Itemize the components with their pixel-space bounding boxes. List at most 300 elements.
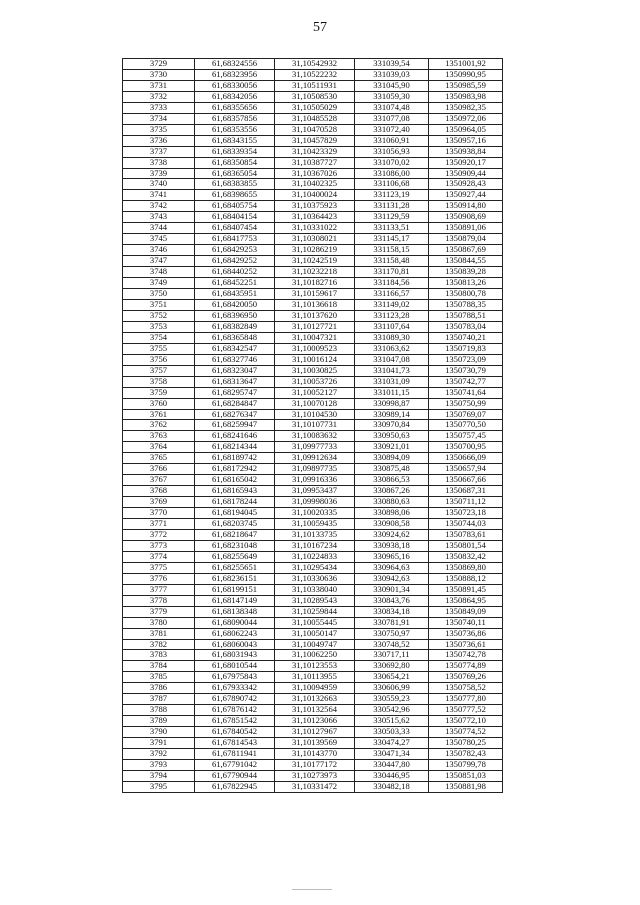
y-coordinate-cell: 1350783,04 xyxy=(429,321,503,332)
longitude-cell: 31,10107731 xyxy=(275,420,355,431)
table-row xyxy=(123,529,503,540)
table-row xyxy=(123,278,503,289)
x-coordinate-cell: 331129,59 xyxy=(355,212,429,223)
y-coordinate-cell: 1350777,80 xyxy=(429,694,503,705)
latitude-cell: 61,68241646 xyxy=(195,431,275,442)
table-row xyxy=(123,639,503,650)
table-row xyxy=(123,146,503,157)
y-coordinate-cell: 1350769,26 xyxy=(429,672,503,683)
y-coordinate-cell: 1350867,69 xyxy=(429,245,503,256)
x-coordinate-cell: 330471,34 xyxy=(355,749,429,760)
x-coordinate-cell: 330692,80 xyxy=(355,661,429,672)
table-row xyxy=(123,223,503,234)
table-row xyxy=(123,321,503,332)
x-coordinate-cell: 330965,16 xyxy=(355,551,429,562)
latitude-cell: 61,68429253 xyxy=(195,245,275,256)
latitude-cell: 61,68199151 xyxy=(195,584,275,595)
x-coordinate-cell: 331106,68 xyxy=(355,179,429,190)
longitude-cell: 31,10062250 xyxy=(275,650,355,661)
table-row xyxy=(123,376,503,387)
y-coordinate-cell: 1350723,09 xyxy=(429,354,503,365)
y-coordinate-cell: 1350938,84 xyxy=(429,146,503,157)
y-coordinate-cell: 1350744,03 xyxy=(429,519,503,530)
latitude-cell: 61,67811941 xyxy=(195,749,275,760)
table-row xyxy=(123,628,503,639)
latitude-cell: 61,68417753 xyxy=(195,234,275,245)
point-number-cell: 3777 xyxy=(123,584,195,595)
y-coordinate-cell: 1350774,89 xyxy=(429,661,503,672)
x-coordinate-cell: 330998,87 xyxy=(355,398,429,409)
point-number-cell: 3748 xyxy=(123,267,195,278)
latitude-cell: 61,68429252 xyxy=(195,256,275,267)
point-number-cell: 3745 xyxy=(123,234,195,245)
latitude-cell: 61,68031943 xyxy=(195,650,275,661)
point-number-cell: 3744 xyxy=(123,223,195,234)
point-number-cell: 3762 xyxy=(123,420,195,431)
latitude-cell: 61,68323047 xyxy=(195,365,275,376)
y-coordinate-cell: 1350851,03 xyxy=(429,770,503,781)
coordinates-table-container xyxy=(122,58,502,793)
table-row xyxy=(123,540,503,551)
latitude-cell: 61,68365848 xyxy=(195,332,275,343)
longitude-cell: 31,09998036 xyxy=(275,497,355,508)
x-coordinate-cell: 331070,02 xyxy=(355,157,429,168)
table-row xyxy=(123,234,503,245)
x-coordinate-cell: 330867,26 xyxy=(355,486,429,497)
x-coordinate-cell: 330908,58 xyxy=(355,519,429,530)
longitude-cell: 31,10457829 xyxy=(275,135,355,146)
y-coordinate-cell: 1350719,83 xyxy=(429,343,503,354)
y-coordinate-cell: 1350730,79 xyxy=(429,365,503,376)
y-coordinate-cell: 1350982,35 xyxy=(429,102,503,113)
point-number-cell: 3732 xyxy=(123,91,195,102)
longitude-cell: 31,10070128 xyxy=(275,398,355,409)
x-coordinate-cell: 330717,11 xyxy=(355,650,429,661)
y-coordinate-cell: 1350909,44 xyxy=(429,168,503,179)
x-coordinate-cell: 330942,63 xyxy=(355,573,429,584)
point-number-cell: 3772 xyxy=(123,529,195,540)
x-coordinate-cell: 330970,84 xyxy=(355,420,429,431)
point-number-cell: 3791 xyxy=(123,738,195,749)
table-row xyxy=(123,749,503,760)
latitude-cell: 61,67814543 xyxy=(195,738,275,749)
x-coordinate-cell: 331072,40 xyxy=(355,124,429,135)
longitude-cell: 31,10289543 xyxy=(275,595,355,606)
point-number-cell: 3750 xyxy=(123,289,195,300)
y-coordinate-cell: 1350964,05 xyxy=(429,124,503,135)
latitude-cell: 61,68342056 xyxy=(195,91,275,102)
longitude-cell: 31,10224833 xyxy=(275,551,355,562)
latitude-cell: 61,68276347 xyxy=(195,409,275,420)
longitude-cell: 31,10177172 xyxy=(275,760,355,771)
table-row xyxy=(123,595,503,606)
longitude-cell: 31,10132663 xyxy=(275,694,355,705)
point-number-cell: 3765 xyxy=(123,453,195,464)
y-coordinate-cell: 1350881,98 xyxy=(429,781,503,792)
longitude-cell: 31,09953437 xyxy=(275,486,355,497)
longitude-cell: 31,10232218 xyxy=(275,267,355,278)
table-row xyxy=(123,606,503,617)
latitude-cell: 61,67890742 xyxy=(195,694,275,705)
point-number-cell: 3739 xyxy=(123,168,195,179)
x-coordinate-cell: 331149,02 xyxy=(355,299,429,310)
latitude-cell: 61,68396950 xyxy=(195,310,275,321)
x-coordinate-cell: 331123,28 xyxy=(355,310,429,321)
y-coordinate-cell: 1350891,06 xyxy=(429,223,503,234)
x-coordinate-cell: 331184,56 xyxy=(355,278,429,289)
latitude-cell: 61,68342547 xyxy=(195,343,275,354)
x-coordinate-cell: 331041,73 xyxy=(355,365,429,376)
y-coordinate-cell: 1350666,09 xyxy=(429,453,503,464)
longitude-cell: 31,10094959 xyxy=(275,683,355,694)
point-number-cell: 3733 xyxy=(123,102,195,113)
y-coordinate-cell: 1350700,95 xyxy=(429,442,503,453)
y-coordinate-cell: 1350920,17 xyxy=(429,157,503,168)
table-row xyxy=(123,716,503,727)
longitude-cell: 31,10055445 xyxy=(275,617,355,628)
point-number-cell: 3781 xyxy=(123,628,195,639)
x-coordinate-cell: 330843,76 xyxy=(355,595,429,606)
longitude-cell: 31,10053726 xyxy=(275,376,355,387)
x-coordinate-cell: 331031,09 xyxy=(355,376,429,387)
x-coordinate-cell: 331170,81 xyxy=(355,267,429,278)
latitude-cell: 61,68324556 xyxy=(195,59,275,70)
x-coordinate-cell: 331045,90 xyxy=(355,80,429,91)
footer-divider xyxy=(292,889,332,890)
longitude-cell: 31,10113955 xyxy=(275,672,355,683)
latitude-cell: 61,68189742 xyxy=(195,453,275,464)
y-coordinate-cell: 1350888,12 xyxy=(429,573,503,584)
point-number-cell: 3795 xyxy=(123,781,195,792)
latitude-cell: 61,68343155 xyxy=(195,135,275,146)
x-coordinate-cell: 330781,91 xyxy=(355,617,429,628)
latitude-cell: 61,68165042 xyxy=(195,475,275,486)
point-number-cell: 3768 xyxy=(123,486,195,497)
latitude-cell: 61,68165943 xyxy=(195,486,275,497)
y-coordinate-cell: 1350864,95 xyxy=(429,595,503,606)
y-coordinate-cell: 1350801,54 xyxy=(429,540,503,551)
table-row xyxy=(123,168,503,179)
longitude-cell: 31,10364423 xyxy=(275,212,355,223)
latitude-cell: 61,68255651 xyxy=(195,562,275,573)
point-number-cell: 3766 xyxy=(123,464,195,475)
x-coordinate-cell: 331039,54 xyxy=(355,59,429,70)
y-coordinate-cell: 1350839,28 xyxy=(429,267,503,278)
point-number-cell: 3763 xyxy=(123,431,195,442)
longitude-cell: 31,10159617 xyxy=(275,289,355,300)
x-coordinate-cell: 331166,57 xyxy=(355,289,429,300)
table-row xyxy=(123,672,503,683)
point-number-cell: 3787 xyxy=(123,694,195,705)
x-coordinate-cell: 331089,30 xyxy=(355,332,429,343)
latitude-cell: 61,68357856 xyxy=(195,113,275,124)
y-coordinate-cell: 1350757,45 xyxy=(429,431,503,442)
y-coordinate-cell: 1350723,18 xyxy=(429,508,503,519)
table-row xyxy=(123,59,503,70)
x-coordinate-cell: 331133,51 xyxy=(355,223,429,234)
y-coordinate-cell: 1350813,26 xyxy=(429,278,503,289)
y-coordinate-cell: 1351001,92 xyxy=(429,59,503,70)
table-row xyxy=(123,102,503,113)
latitude-cell: 61,68214344 xyxy=(195,442,275,453)
longitude-cell: 31,10375923 xyxy=(275,201,355,212)
table-row xyxy=(123,354,503,365)
longitude-cell: 31,10059435 xyxy=(275,519,355,530)
y-coordinate-cell: 1350758,52 xyxy=(429,683,503,694)
latitude-cell: 61,68255649 xyxy=(195,551,275,562)
table-row xyxy=(123,365,503,376)
y-coordinate-cell: 1350770,50 xyxy=(429,420,503,431)
y-coordinate-cell: 1350869,80 xyxy=(429,562,503,573)
x-coordinate-cell: 330654,21 xyxy=(355,672,429,683)
point-number-cell: 3757 xyxy=(123,365,195,376)
longitude-cell: 31,10049747 xyxy=(275,639,355,650)
y-coordinate-cell: 1350740,21 xyxy=(429,332,503,343)
x-coordinate-cell: 330901,34 xyxy=(355,584,429,595)
point-number-cell: 3775 xyxy=(123,562,195,573)
latitude-cell: 61,67975843 xyxy=(195,672,275,683)
point-number-cell: 3749 xyxy=(123,278,195,289)
latitude-cell: 61,68440252 xyxy=(195,267,275,278)
longitude-cell: 31,10367026 xyxy=(275,168,355,179)
longitude-cell: 31,10402325 xyxy=(275,179,355,190)
table-row xyxy=(123,157,503,168)
y-coordinate-cell: 1350772,10 xyxy=(429,716,503,727)
latitude-cell: 61,68350854 xyxy=(195,157,275,168)
y-coordinate-cell: 1350742,77 xyxy=(429,376,503,387)
x-coordinate-cell: 331077,08 xyxy=(355,113,429,124)
x-coordinate-cell: 330894,09 xyxy=(355,453,429,464)
point-number-cell: 3794 xyxy=(123,770,195,781)
latitude-cell: 61,68172942 xyxy=(195,464,275,475)
table-row xyxy=(123,299,503,310)
x-coordinate-cell: 331158,15 xyxy=(355,245,429,256)
latitude-cell: 61,68404154 xyxy=(195,212,275,223)
longitude-cell: 31,10508530 xyxy=(275,91,355,102)
x-coordinate-cell: 331059,30 xyxy=(355,91,429,102)
y-coordinate-cell: 1350711,12 xyxy=(429,497,503,508)
x-coordinate-cell: 330750,97 xyxy=(355,628,429,639)
table-row xyxy=(123,256,503,267)
latitude-cell: 61,67840542 xyxy=(195,727,275,738)
table-row xyxy=(123,738,503,749)
table-row xyxy=(123,770,503,781)
y-coordinate-cell: 1350928,43 xyxy=(429,179,503,190)
table-row xyxy=(123,91,503,102)
latitude-cell: 61,68236151 xyxy=(195,573,275,584)
table-row xyxy=(123,343,503,354)
x-coordinate-cell: 330924,62 xyxy=(355,529,429,540)
longitude-cell: 31,09912634 xyxy=(275,453,355,464)
table-row xyxy=(123,245,503,256)
longitude-cell: 31,10132564 xyxy=(275,705,355,716)
point-number-cell: 3783 xyxy=(123,650,195,661)
point-number-cell: 3776 xyxy=(123,573,195,584)
x-coordinate-cell: 331047,08 xyxy=(355,354,429,365)
x-coordinate-cell: 330950,63 xyxy=(355,431,429,442)
point-number-cell: 3754 xyxy=(123,332,195,343)
longitude-cell: 31,10505029 xyxy=(275,102,355,113)
latitude-cell: 61,68365054 xyxy=(195,168,275,179)
y-coordinate-cell: 1350750,99 xyxy=(429,398,503,409)
table-body xyxy=(123,59,503,793)
point-number-cell: 3774 xyxy=(123,551,195,562)
y-coordinate-cell: 1350687,31 xyxy=(429,486,503,497)
longitude-cell: 31,10016124 xyxy=(275,354,355,365)
y-coordinate-cell: 1350740,11 xyxy=(429,617,503,628)
point-number-cell: 3769 xyxy=(123,497,195,508)
longitude-cell: 31,10273973 xyxy=(275,770,355,781)
table-row xyxy=(123,190,503,201)
latitude-cell: 61,67822945 xyxy=(195,781,275,792)
table-row xyxy=(123,705,503,716)
x-coordinate-cell: 330559,23 xyxy=(355,694,429,705)
x-coordinate-cell: 331063,62 xyxy=(355,343,429,354)
longitude-cell: 31,10331472 xyxy=(275,781,355,792)
x-coordinate-cell: 331039,03 xyxy=(355,69,429,80)
table-row xyxy=(123,584,503,595)
x-coordinate-cell: 330921,01 xyxy=(355,442,429,453)
point-number-cell: 3789 xyxy=(123,716,195,727)
longitude-cell: 31,10338040 xyxy=(275,584,355,595)
point-number-cell: 3738 xyxy=(123,157,195,168)
point-number-cell: 3785 xyxy=(123,672,195,683)
point-number-cell: 3740 xyxy=(123,179,195,190)
point-number-cell: 3730 xyxy=(123,69,195,80)
longitude-cell: 31,10400024 xyxy=(275,190,355,201)
table-row xyxy=(123,508,503,519)
point-number-cell: 3773 xyxy=(123,540,195,551)
x-coordinate-cell: 331123,19 xyxy=(355,190,429,201)
point-number-cell: 3741 xyxy=(123,190,195,201)
x-coordinate-cell: 331060,91 xyxy=(355,135,429,146)
x-coordinate-cell: 331107,64 xyxy=(355,321,429,332)
y-coordinate-cell: 1350832,42 xyxy=(429,551,503,562)
latitude-cell: 61,68382849 xyxy=(195,321,275,332)
table-row xyxy=(123,289,503,300)
x-coordinate-cell: 331011,15 xyxy=(355,387,429,398)
table-row xyxy=(123,519,503,530)
longitude-cell: 31,10470528 xyxy=(275,124,355,135)
point-number-cell: 3761 xyxy=(123,409,195,420)
table-row xyxy=(123,409,503,420)
longitude-cell: 31,10167234 xyxy=(275,540,355,551)
longitude-cell: 31,10137620 xyxy=(275,310,355,321)
x-coordinate-cell: 330875,48 xyxy=(355,464,429,475)
point-number-cell: 3746 xyxy=(123,245,195,256)
y-coordinate-cell: 1350742,78 xyxy=(429,650,503,661)
point-number-cell: 3792 xyxy=(123,749,195,760)
x-coordinate-cell: 330606,99 xyxy=(355,683,429,694)
x-coordinate-cell: 331131,28 xyxy=(355,201,429,212)
y-coordinate-cell: 1350769,07 xyxy=(429,409,503,420)
table-row xyxy=(123,442,503,453)
latitude-cell: 61,67791042 xyxy=(195,760,275,771)
point-number-cell: 3793 xyxy=(123,760,195,771)
x-coordinate-cell: 330866,53 xyxy=(355,475,429,486)
point-number-cell: 3756 xyxy=(123,354,195,365)
longitude-cell: 31,10423329 xyxy=(275,146,355,157)
table-row xyxy=(123,562,503,573)
longitude-cell: 31,10259844 xyxy=(275,606,355,617)
point-number-cell: 3770 xyxy=(123,508,195,519)
point-number-cell: 3729 xyxy=(123,59,195,70)
point-number-cell: 3743 xyxy=(123,212,195,223)
table-row xyxy=(123,464,503,475)
point-number-cell: 3735 xyxy=(123,124,195,135)
longitude-cell: 31,10387727 xyxy=(275,157,355,168)
point-number-cell: 3742 xyxy=(123,201,195,212)
y-coordinate-cell: 1350799,78 xyxy=(429,760,503,771)
longitude-cell: 31,10542932 xyxy=(275,59,355,70)
latitude-cell: 61,68327746 xyxy=(195,354,275,365)
y-coordinate-cell: 1350849,09 xyxy=(429,606,503,617)
y-coordinate-cell: 1350741,64 xyxy=(429,387,503,398)
y-coordinate-cell: 1350957,16 xyxy=(429,135,503,146)
y-coordinate-cell: 1350891,45 xyxy=(429,584,503,595)
latitude-cell: 61,68062243 xyxy=(195,628,275,639)
longitude-cell: 31,10104530 xyxy=(275,409,355,420)
x-coordinate-cell: 330938,18 xyxy=(355,540,429,551)
table-row xyxy=(123,694,503,705)
table-row xyxy=(123,661,503,672)
x-coordinate-cell: 330515,62 xyxy=(355,716,429,727)
x-coordinate-cell: 331158,48 xyxy=(355,256,429,267)
y-coordinate-cell: 1350908,69 xyxy=(429,212,503,223)
table-row xyxy=(123,781,503,792)
point-number-cell: 3731 xyxy=(123,80,195,91)
longitude-cell: 31,10127967 xyxy=(275,727,355,738)
table-row xyxy=(123,267,503,278)
latitude-cell: 61,68353556 xyxy=(195,124,275,135)
latitude-cell: 61,68231048 xyxy=(195,540,275,551)
point-number-cell: 3752 xyxy=(123,310,195,321)
latitude-cell: 61,68194045 xyxy=(195,508,275,519)
table-row xyxy=(123,310,503,321)
y-coordinate-cell: 1350983,98 xyxy=(429,91,503,102)
y-coordinate-cell: 1350667,66 xyxy=(429,475,503,486)
x-coordinate-cell: 331056,93 xyxy=(355,146,429,157)
latitude-cell: 61,68398655 xyxy=(195,190,275,201)
table-row xyxy=(123,431,503,442)
point-number-cell: 3780 xyxy=(123,617,195,628)
x-coordinate-cell: 330880,63 xyxy=(355,497,429,508)
y-coordinate-cell: 1350844,55 xyxy=(429,256,503,267)
longitude-cell: 31,09977733 xyxy=(275,442,355,453)
latitude-cell: 61,68218647 xyxy=(195,529,275,540)
point-number-cell: 3778 xyxy=(123,595,195,606)
longitude-cell: 31,10052127 xyxy=(275,387,355,398)
y-coordinate-cell: 1350736,61 xyxy=(429,639,503,650)
table-row xyxy=(123,135,503,146)
table-row xyxy=(123,760,503,771)
point-number-cell: 3767 xyxy=(123,475,195,486)
x-coordinate-cell: 330447,80 xyxy=(355,760,429,771)
x-coordinate-cell: 330748,52 xyxy=(355,639,429,650)
longitude-cell: 31,10331022 xyxy=(275,223,355,234)
latitude-cell: 61,68147149 xyxy=(195,595,275,606)
point-number-cell: 3737 xyxy=(123,146,195,157)
longitude-cell: 31,10009523 xyxy=(275,343,355,354)
latitude-cell: 61,68090044 xyxy=(195,617,275,628)
point-number-cell: 3736 xyxy=(123,135,195,146)
y-coordinate-cell: 1350788,35 xyxy=(429,299,503,310)
longitude-cell: 31,10133735 xyxy=(275,529,355,540)
longitude-cell: 31,10182716 xyxy=(275,278,355,289)
longitude-cell: 31,10030825 xyxy=(275,365,355,376)
longitude-cell: 31,10143770 xyxy=(275,749,355,760)
x-coordinate-cell: 330503,33 xyxy=(355,727,429,738)
